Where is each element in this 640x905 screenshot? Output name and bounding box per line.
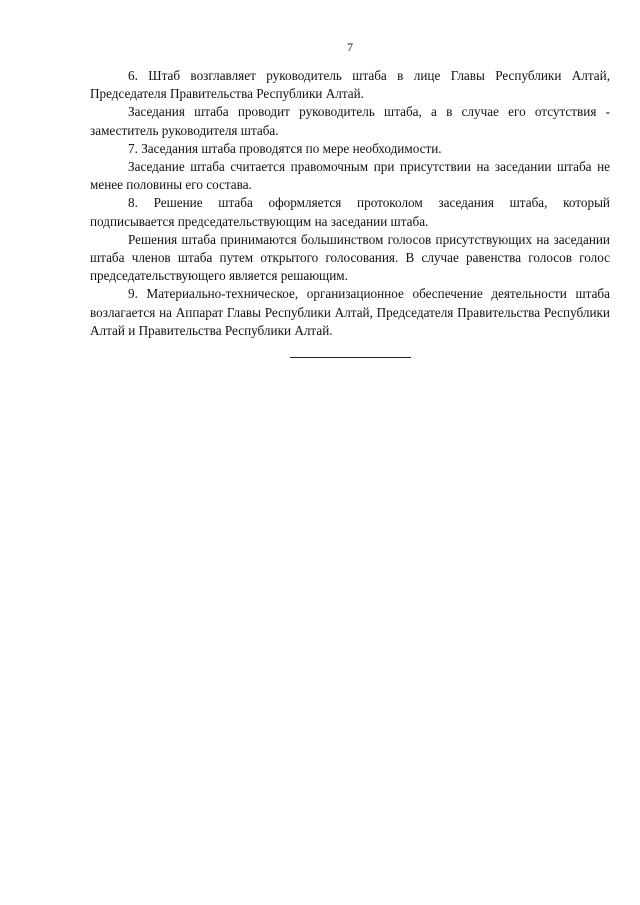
paragraph-8-voting: Решения штаба принимаются большинством голосов присутствующих на заседании штаба членов штаба путем открытого голосования. В случае равенства голосов голос председательствующего является решающим.: [90, 231, 610, 284]
paragraph-6-head: 6. Штаб возглавляет руководитель штаба в лице Главы Республики Алтай, Председателя Правительства Республики Алтай.: [90, 68, 610, 102]
paragraph-9-support: 9. Материально-техническое, организационное обеспечение деятельности штаба возлагается на Аппарат Главы Республики Алтай, Председателя Правительства Республики Алтай и Правительства Республики Алтай.: [90, 286, 610, 338]
paragraph-6-meetings: Заседания штаба проводит руководитель штаба, а в случае его отсутствия - заместитель руководителя штаба.: [90, 104, 610, 138]
page-number: 7: [347, 40, 353, 54]
paragraph-7-quorum: Заседание штаба считается правомочным при присутствии на заседании штаба не менее половины его состава.: [90, 159, 610, 193]
end-separator-line: [290, 357, 411, 358]
paragraph-8-head: 8. Решение штаба оформляется протоколом заседания штаба, который подписывается председательствующим на заседании штаба.: [90, 195, 610, 229]
document-body: [90, 67, 610, 340]
paragraph-7-head: 7. Заседания штаба проводятся по мере необходимости.: [128, 140, 442, 156]
